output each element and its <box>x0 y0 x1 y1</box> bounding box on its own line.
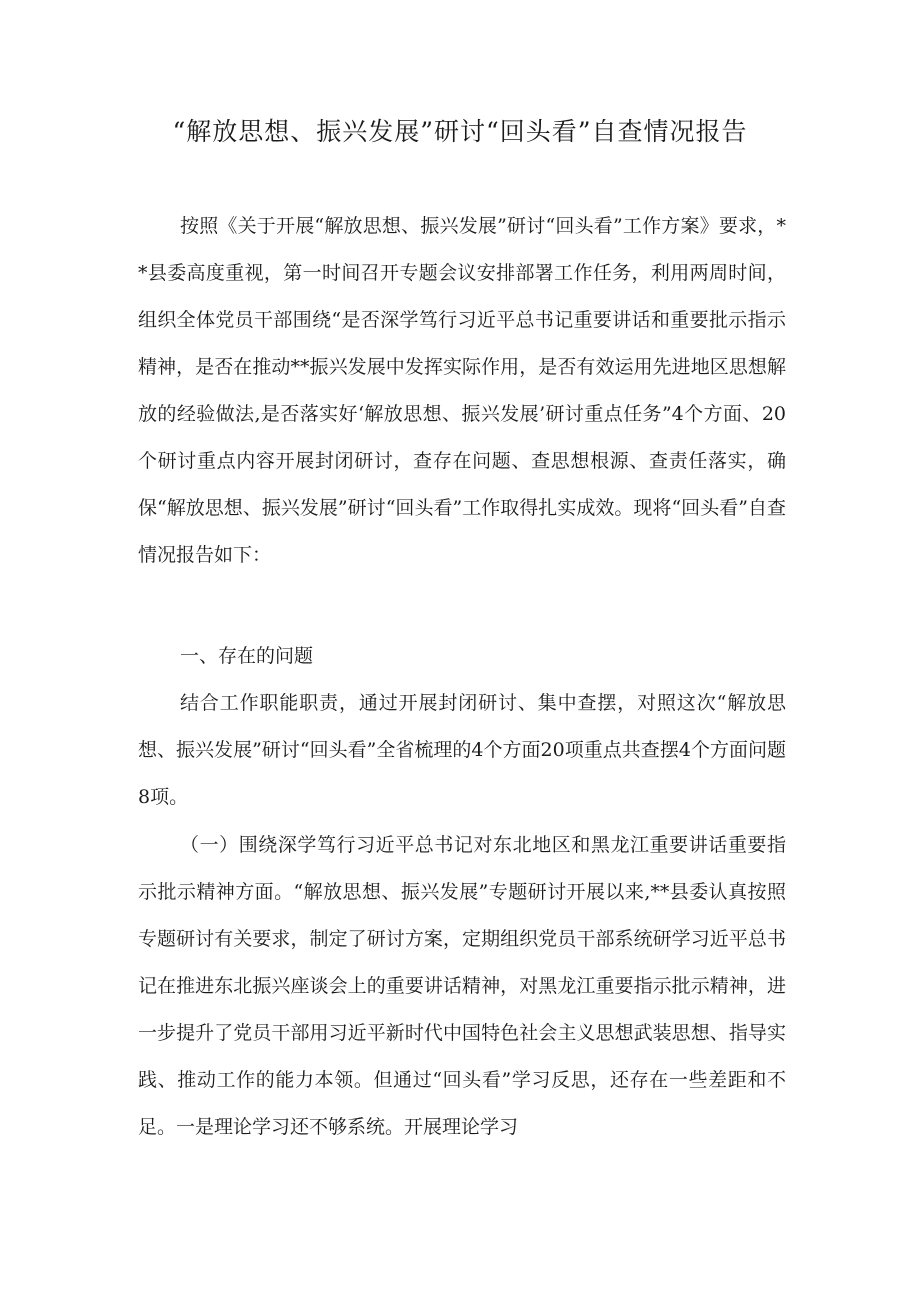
section-heading: 一、存在的问题 <box>180 645 314 667</box>
subsection-paragraph: （一）围绕深学笃行习近平总书记对东北地区和黑龙江重要讲话重要指示批示精神方面。“解放思想、振兴发展”专题研讨开展以来,**县委认真按照专题研讨有关要求，制定了研讨方案，定期组织党员干部系统研学习近平总书记在推进东北振兴座谈会上的重要讲话精神，对黑龙江重要指示批示精神，进一步提升了党员干部用习近平新时代中国特色社会主义思想武装思想、指导实践、推动工作的能力本领。但通过“回头看”学习反思，还存在一些差距和不足。一是理论学习还不够系统。开展理论学习 <box>138 834 786 1138</box>
summary-paragraph: 结合工作职能职责，通过开展封闭研讨、集中查摆，对照这次“解放思想、振兴发展”研讨“回头看”全省梳理的4个方面20项重点共查摆4个方面问题8项。 <box>138 692 786 808</box>
document-title: “解放思想、振兴发展”研讨“回头看”自查情况报告 <box>172 117 748 146</box>
intro-paragraph: 按照《关于开展“解放思想、振兴发展”研讨“回头看”工作方案》要求，**县委高度重视，第一时间召开专题会议安排部署工作任务，利用两周时间，组织全体党员干部围绕“是否深学笃行习近平总书记重要讲话和重要批示指示精神，是否在推动**振兴发展中发挥实际作用，是否有效运用先进地区思想解放的经验做法,是否落实好‘解放思想、振兴发展’研讨重点任务”4个方面、20个研讨重点内容开展封闭研讨，查存在问题、查思想根源、查责任落实，确保“解放思想、振兴发展”研讨“回头看”工作取得扎实成效。现将“回头看”自查情况报告如下： <box>138 215 786 566</box>
